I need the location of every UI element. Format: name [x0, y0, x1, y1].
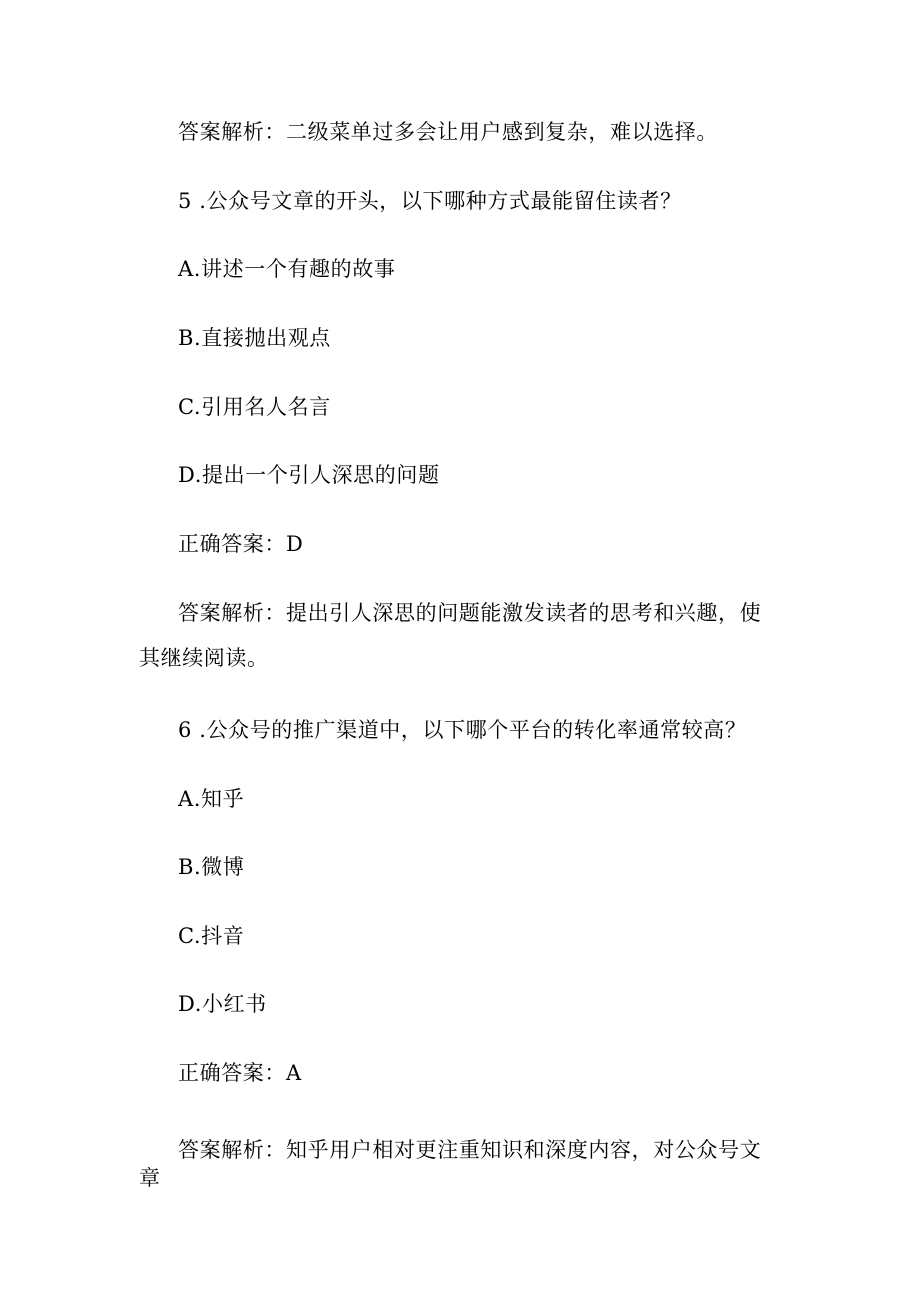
q6-option-c: C.抖音	[178, 924, 245, 948]
q5-answer-explanation: 答案解析：提出引人深思的问题能激发读者的思考和兴趣，使	[178, 601, 762, 625]
q6-option-d: D.小红书	[178, 992, 267, 1016]
q5-answer-explanation-cont: 其继续阅读。	[139, 646, 269, 670]
q6-option-a: A.知乎	[178, 787, 245, 811]
answer-explanation-q4: 答案解析：二级菜单过多会让用户感到复杂，难以选择。	[178, 120, 718, 144]
question-5: 5 .公众号文章的开头，以下哪种方式最能留住读者？	[178, 189, 682, 213]
q5-correct-answer: 正确答案：D	[178, 532, 304, 556]
q6-correct-answer: 正确答案：A	[178, 1061, 302, 1085]
q5-option-b: B.直接抛出观点	[178, 326, 331, 350]
q5-option-c: C.引用名人名言	[178, 395, 331, 419]
q6-option-b: B.微博	[178, 855, 245, 879]
q5-option-d: D.提出一个引人深思的问题	[178, 463, 440, 487]
q5-option-a: A.讲述一个有趣的故事	[178, 257, 396, 281]
question-6: 6 .公众号的推广渠道中，以下哪个平台的转化率通常较高？	[178, 718, 747, 742]
q6-answer-explanation: 答案解析：知乎用户相对更注重知识和深度内容，对公众号文	[178, 1138, 762, 1162]
q6-answer-explanation-cont: 章	[139, 1166, 161, 1190]
